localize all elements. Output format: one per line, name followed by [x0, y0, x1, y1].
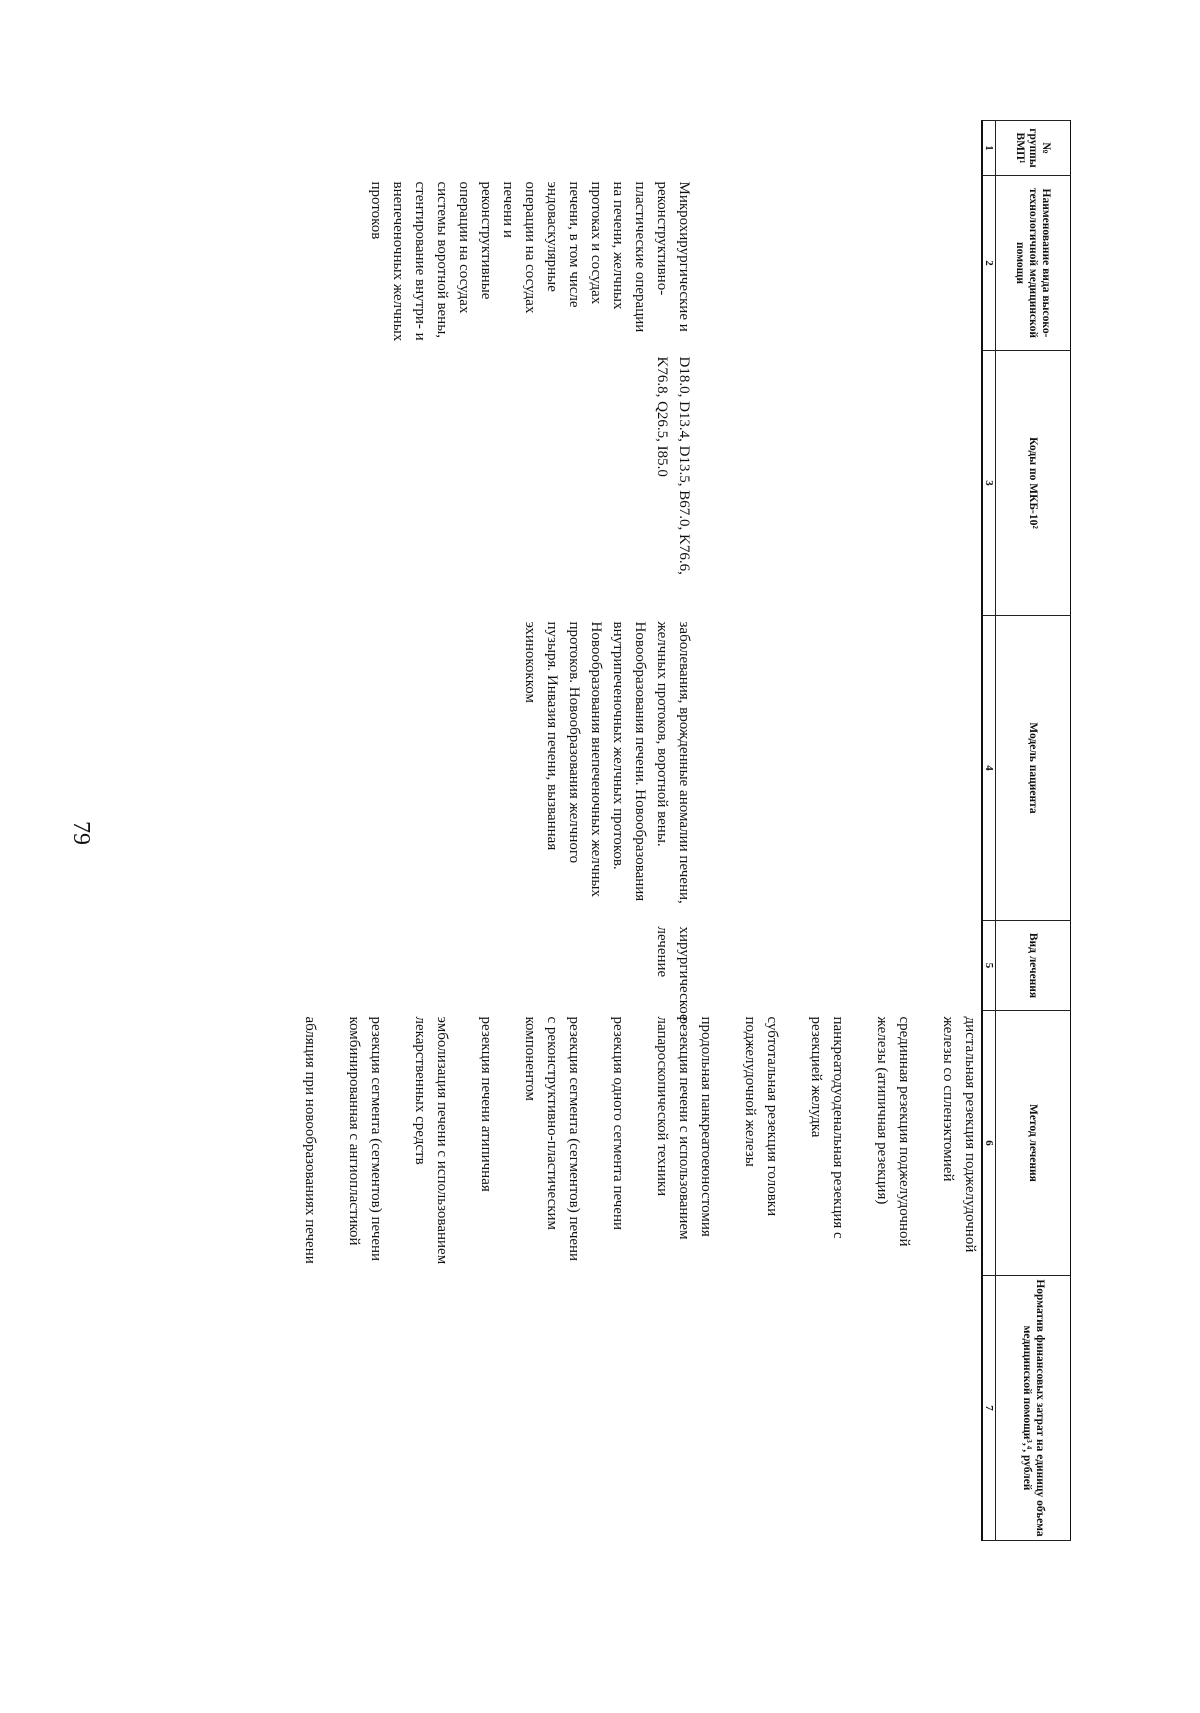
vmp-table: [277, 120, 1071, 1541]
method-item: резекция печени атипичная: [478, 1016, 494, 1192]
method-item: субтотальная резекция головки поджелудочной железы: [742, 1016, 780, 1217]
column-number: 4: [982, 616, 996, 921]
method-item: абляция при новообразованиях печени: [302, 1016, 318, 1264]
method-item: эмболизация печени с использованием лекарственных средств: [412, 1016, 450, 1265]
table-row-continued: [695, 121, 982, 1541]
method-item: панкреатодуоденальная резекция с резекцией желудка: [808, 1016, 846, 1239]
method-item: срединная резекция поджелудочной железы (атипичная резекция): [874, 1016, 912, 1247]
column-number: 7: [982, 1276, 996, 1541]
vmp-name-cell: Микрохирургические и реконструктивно-пластические операции на печени, желчных протоках и сосудах печени, в том числе эндоваскулярные операции на сосудах печени и реконструктивные операции на сосудах системы воротной вены, стентирование внутри- и внепеченочных желчных протоков: [368, 181, 692, 342]
method-item: резекция печени с использованием лапароскопической техники: [654, 1016, 692, 1240]
method-item: продольная панкреатоеюностомия: [698, 1016, 714, 1237]
header-patient-model: Модель пациента: [996, 616, 1071, 921]
method-item: резекция сегмента (сегментов) печени комбинированная с ангиопластикой: [346, 1016, 384, 1262]
header-icd-codes: Коды по МКБ-10²: [996, 351, 1071, 616]
column-number-row: [982, 121, 996, 1541]
methods-cell: [277, 1011, 695, 1276]
column-number: 3: [982, 351, 996, 616]
table-row: [277, 121, 695, 1541]
patient-model-cell: заболевания, врожденные аномалии печени, желчных протоков, воротной вены. Новообразования печени. Новообразования внутрипеченочных желчных протоков. Новообразования внепеченочных желчных протоков. Новообразования желчного пузыря. Инвазия печени, вызванная эхинококком: [522, 621, 692, 904]
group-number-cell: [277, 121, 695, 176]
method-item: резекция сегмента (сегментов) печени с реконструктивно-пластическим компонентом: [522, 1016, 582, 1262]
cost-norm-cell: [277, 1276, 695, 1541]
header-cost-norm: Норматив финансовых затрат на единицу объема медицинской помощи³,⁴, рублей: [996, 1276, 1071, 1541]
header-group-number: № группы ВМП¹: [996, 121, 1071, 176]
upper-methods-cell: [695, 1011, 982, 1276]
column-number: 2: [982, 176, 996, 351]
page-number: 79: [68, 821, 94, 845]
method-item: резекция одного сегмента печени: [610, 1016, 626, 1231]
column-number: 6: [982, 1011, 996, 1276]
header-vmp-name: Наименование вида высоко-технологичной медицинской помощи: [996, 176, 1071, 351]
header-treatment-type: Вид лечения: [996, 921, 1071, 1011]
header-treatment-method: Метод лечения: [996, 1011, 1071, 1276]
column-number: 1: [982, 121, 996, 176]
icd-codes-cell: D18.0, D13.4, D13.5, B67.0, K76.6, K76.8, Q26.5, I85.0: [654, 356, 692, 575]
header-row: [996, 121, 1071, 1541]
rotated-table-container: [131, 120, 1071, 1540]
treatment-type-cell: хирургическое лечение: [654, 926, 692, 1021]
column-number: 5: [982, 921, 996, 1011]
method-item: дистальная резекция поджелудочной железы со спленэктомией: [940, 1016, 978, 1253]
